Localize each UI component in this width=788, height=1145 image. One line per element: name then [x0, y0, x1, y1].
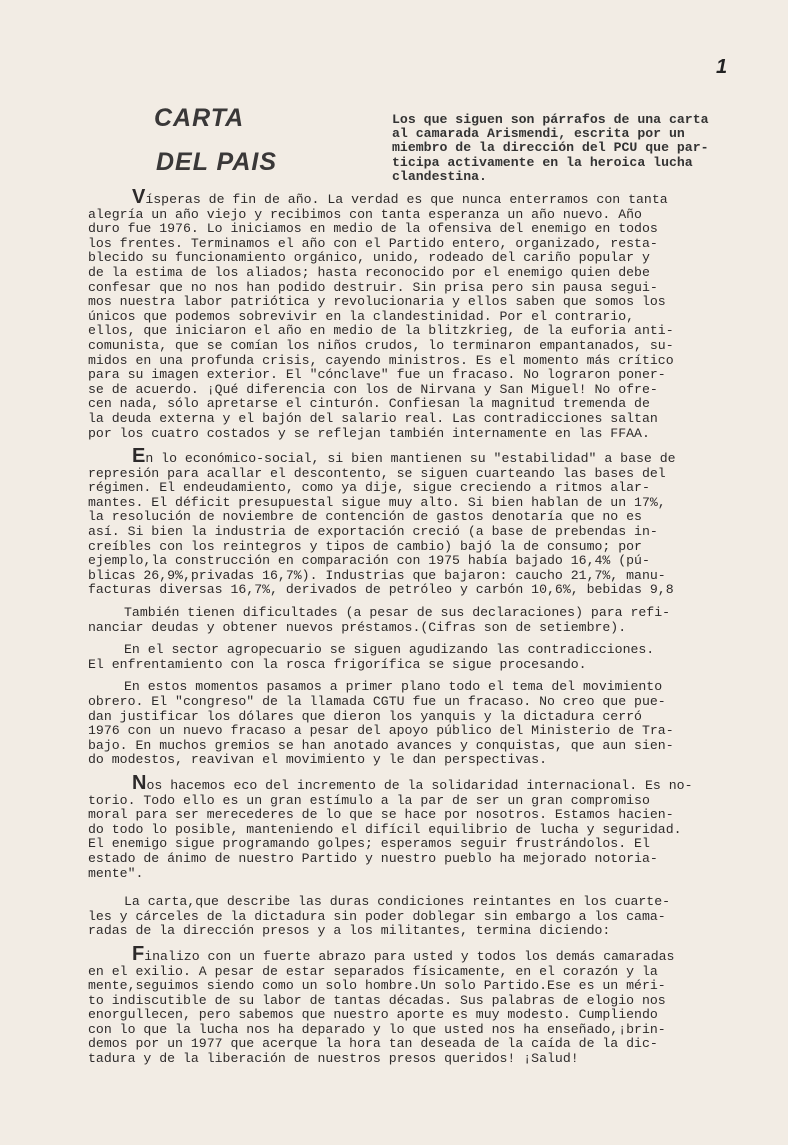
- text-line: to indiscutible de su labor de tantas décadas. Sus palabras de elogio nos: [88, 992, 666, 1008]
- first-line-text: ísperas de fin de año. La verdad es que nunca enterramos con tanta: [145, 192, 668, 207]
- letter-body: [88, 186, 760, 1069]
- first-line-text: inalizo con un fuerte abrazo para usted y todos los demás camaradas: [144, 948, 675, 964]
- text-line: enorgullecen, pero sabemos que nuestro aporte es muy modesto. Cumpliendo: [88, 1007, 658, 1023]
- paragraph: [88, 942, 760, 1067]
- paragraph: [88, 606, 760, 635]
- paragraph-first-line: [88, 942, 760, 965]
- text-line: con lo que la lucha nos ha deparado y lo que usted nos ha enseñado,¡brin-: [88, 1021, 666, 1037]
- text-line: blicas 26,9%,privadas 16,7%). Industrias que bajaron: caucho 21,7%, manu-: [88, 567, 666, 583]
- text-line: radas de la dirección presos y a los militantes, termina diciendo:: [88, 923, 611, 939]
- title-line-2: DEL PAIS: [156, 148, 277, 176]
- text-line: mente".: [88, 865, 144, 881]
- text-line: la resolución de noviembre de contención de gastos denotaría que no es: [88, 509, 642, 525]
- text-line: así. Si bien la industria de exportación creció (a base de prebendas in-: [88, 524, 658, 540]
- text-line: El enemigo sigue programando golpes; esperamos seguir frustrándolos. El: [88, 836, 650, 852]
- text-line: do todo lo posible, manteniendo el difícil equilibrio de lucha y seguridad.: [88, 821, 682, 837]
- text-line: obrero. El "congreso" de la llamada CGTU fue un fracaso. No creo que pue-: [88, 694, 666, 709]
- text-line: torio. Todo ello es un gran estímulo a la par de ser un gran compromiso: [88, 792, 650, 808]
- text-line: los frentes. Terminamos el año con el Partido entero, organizado, resta-: [88, 235, 658, 251]
- text-line: bajo. En muchos gremios se han anotado avances y conquistas, que aun sien-: [88, 737, 674, 753]
- text-line: la deuda externa y el bajón del salario real. Las contradicciones saltan: [88, 410, 658, 426]
- text-line: La carta,que describe las duras condiciones reintantes en los cuarte-: [124, 894, 671, 910]
- text-line: demos por un 1977 que acerque la hora tan deseada de la caída de la dic-: [88, 1036, 658, 1052]
- paragraph: [88, 895, 760, 939]
- intro-note: [392, 113, 752, 184]
- text-line: de la estima de los aliados; hasta reconocido por el enemigo quien debe: [88, 264, 650, 280]
- text-line: régimen. El endeudamiento, como ya dije, sigue creciendo a ritmos alar-: [88, 480, 650, 496]
- text-line: midos en una profunda crisis, cayendo ministros. Es el momento más crítico: [88, 352, 674, 368]
- paragraph-first-line: [88, 186, 760, 208]
- text-line: cen nada, sólo apretarse el cinturón. Confiesan la magnitud tremenda de: [88, 396, 650, 412]
- paragraph: [88, 771, 760, 881]
- text-line: También tienen dificultades (a pesar de sus declaraciones) para refi-: [124, 605, 671, 621]
- text-line: en el exilio. A pesar de estar separados físicamente, en el corazón y la: [88, 963, 658, 979]
- text-line: En el sector agropecuario se siguen agudizando las contradicciones.: [124, 642, 655, 658]
- text-line: mente,seguimos siendo como un solo hombre.Un solo Partido.Ese es un méri-: [88, 978, 666, 994]
- paragraph: [88, 186, 760, 441]
- paragraph: [88, 680, 760, 768]
- title-line-1: CARTA: [154, 104, 245, 132]
- text-line: represión para acallar el descontento, se siguen cuarteando las bases del: [88, 465, 666, 481]
- text-line: facturas diversas 16,7%, derivados de petróleo y carbón 10,6%, bebidas 9,8: [88, 582, 674, 598]
- initial-letter: E: [132, 445, 146, 468]
- text-line: estado de ánimo de nuestro Partido y nuestro pueblo ha mejorado notoria-: [88, 850, 658, 866]
- text-line: creíbles con los reintegros y tipos de cambio) bajó la de consumo; por: [88, 538, 642, 554]
- paragraph: [88, 445, 760, 598]
- paragraph-first-line: [88, 445, 760, 468]
- text-line: nanciar deudas y obtener nuevos préstamos.(Cifras son de setiembre).: [88, 619, 627, 635]
- first-line-text: n lo económico-social, si bien mantienen su "estabilidad" a base de: [145, 451, 676, 467]
- initial-letter: V: [132, 186, 146, 208]
- text-line: ejemplo,la construcción en comparación con 1975 había bajado 16,4% (pú-: [88, 553, 650, 569]
- intro-line: miembro de la dirección del PCU que par-: [392, 140, 709, 156]
- text-line: mantes. El déficit presupuestal sigue muy alto. Si bien hablan de un 17%,: [88, 494, 666, 510]
- intro-line: Los que siguen son párrafos de una carta: [392, 112, 709, 127]
- text-line: ellos, que iniciaron el año en medio de la blitzkrieg, de la euforia anti-: [88, 323, 674, 339]
- text-line: comunista, que se comían los niños crudos, lo terminaron empantanados, su-: [88, 337, 674, 353]
- text-line: mos nuestra labor patriótica y revolucionaria y ellos saben que somos los: [88, 294, 666, 310]
- text-line: alegría un año viejo y recibimos con tanta esperanza un año nuevo. Año: [88, 206, 642, 222]
- intro-line: al camarada Arismendi, escrita por un: [392, 126, 685, 142]
- initial-letter: N: [132, 771, 147, 794]
- text-line: El enfrentamiento con la rosca frigorífica se sigue procesando.: [88, 656, 587, 672]
- text-line: do modestos, reavivan el movimiento y le dan perspectivas.: [88, 752, 547, 768]
- intro-line: ticipa activamente en la heroica lucha: [392, 154, 693, 170]
- text-line: confesar que no nos han podido destruir. Sin prisa pero sin pausa segui-: [88, 279, 658, 295]
- text-line: blecido su funcionamiento orgánico, unido, rodeado del cariño popular y: [88, 250, 650, 266]
- text-line: duro fue 1976. Lo iniciamos en medio de la ofensiva del enemigo en todos: [88, 221, 658, 237]
- intro-line: clandestina.: [392, 168, 487, 184]
- text-line: tadura y de la liberación de nuestros presos queridos! ¡Salud!: [88, 1051, 579, 1067]
- text-line: les y cárceles de la dictadura sin poder doblegar sin embargo a los cama-: [88, 908, 666, 924]
- paragraph: [88, 643, 760, 672]
- paragraph-first-line: [88, 771, 760, 794]
- text-line: para su imagen exterior. El "cónclave" fue un fracaso. No lograron poner-: [88, 367, 666, 383]
- text-line: únicos que podemos sobrevivir en la clandestinidad. Por el contrario,: [88, 308, 635, 324]
- initial-letter: F: [132, 942, 145, 965]
- first-line-text: os hacemos eco del incremento de la solidaridad internacional. Es no-: [146, 777, 693, 793]
- text-line: 1976 con un nuevo fracaso a pesar del apoyo público del Ministerio de Tra-: [88, 723, 674, 739]
- text-line: En estos momentos pasamos a primer plano todo el tema del movimiento: [124, 679, 663, 695]
- text-line: por los cuatro costados y se reflejan también internamente en las FFAA.: [88, 425, 650, 441]
- text-line: se de acuerdo. ¡Qué diferencia con los de Nirvana y San Miguel! No ofre-: [88, 381, 658, 397]
- page-number: 1: [716, 56, 728, 78]
- text-line: moral para ser merecederes de lo que se hace por nosotros. Estamos hacien-: [88, 807, 674, 823]
- text-line: dan justificar los dólares que dieron los yanquis y la dictadura cerró: [88, 708, 642, 724]
- article-title: [154, 96, 314, 184]
